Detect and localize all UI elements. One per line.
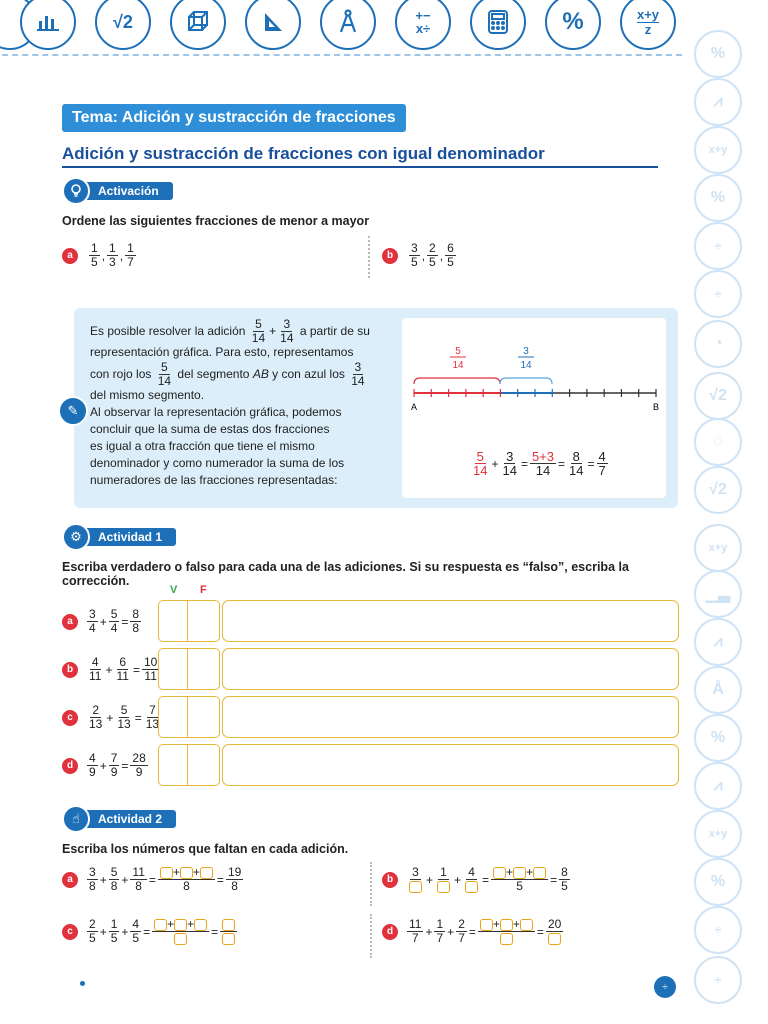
algebra-icon-bottom: z [644, 21, 652, 37]
compass-icon [320, 0, 376, 50]
blue-den: 14 [520, 360, 532, 371]
fraction-list-a: $\frac{1}{5}$ , $\frac{1}{3}$ , $\frac{1}{7}$ [91, 241, 134, 269]
actividad1-label: Actividad 1 [84, 528, 176, 546]
page-subtitle: Adición y sustracción de fracciones con igual denominador [62, 144, 658, 168]
percent-icon: % [694, 714, 742, 762]
false-header: F [200, 584, 207, 596]
operations-icon [395, 0, 451, 50]
operations-icon-top: +− [415, 8, 431, 23]
answer-box[interactable] [548, 933, 561, 945]
point-a-label: A [410, 402, 418, 412]
result-equation: $\frac{5}{14}$ + $\frac{3}{14}$ = $\frac{5+3}{14}$ = $\frac{8}{14}$ = $\frac{4}{7}$ [473, 449, 606, 478]
correction-box[interactable] [222, 744, 679, 786]
correction-box[interactable] [222, 696, 679, 738]
text-line: numeradores de las fracciones representadas: [90, 473, 338, 487]
percent-icon: % [545, 0, 601, 50]
true-false-box[interactable] [158, 744, 220, 786]
footer-dot [80, 981, 85, 986]
algebra-icon-top: x+y [636, 6, 660, 22]
text-line: representación gráfica. Para esto, representamos [90, 345, 354, 359]
actividad2-instruction: Escriba los números que faltan en cada adición. [62, 842, 349, 856]
blue-num: 3 [523, 346, 529, 357]
algebra-icon: x+y [694, 810, 742, 858]
column-divider [370, 862, 372, 906]
answer-numerator[interactable]: + + [491, 866, 548, 880]
actividad1-item: c $\frac{2}{13}$ + $\frac{5}{13}$ = $\frac{7}{13}$ [62, 704, 162, 731]
line-chart-icon: ⩘ [694, 78, 742, 126]
item-label-d: d [382, 924, 398, 940]
answer-box[interactable] [174, 933, 187, 945]
algebra-icon [620, 0, 676, 50]
item-label: a [62, 614, 78, 630]
text-line: a partir de su [299, 323, 370, 338]
item-label: d [62, 758, 78, 774]
fraction-list-b: $\frac{3}{5}$ , $\frac{2}{5}$ , $\frac{6}{5}$ [411, 241, 454, 269]
square-root-icon: √2 [95, 0, 151, 50]
square-root-icon: √2 [694, 372, 742, 420]
text-line: del segmento [177, 366, 250, 381]
actividad1-badge [62, 528, 176, 546]
activacion-item-a [62, 242, 137, 269]
answer-box[interactable] [437, 881, 450, 893]
item-label-b: b [382, 872, 398, 888]
item-label-a: a [62, 248, 78, 264]
text-line: del mismo segmento. [90, 388, 205, 402]
item-label: b [62, 662, 78, 678]
column-divider [370, 914, 372, 958]
operations-icon: ÷ [694, 906, 742, 954]
correction-box[interactable] [222, 600, 679, 642]
true-header: V [170, 584, 178, 596]
line-chart-icon: ⩘ [694, 762, 742, 810]
bar-chart-icon: ▁▃ [694, 570, 742, 618]
actividad1-item: b $\frac{4}{11}$ + $\frac{6}{11}$ = $\frac{10}{11}$ [62, 656, 160, 683]
actividad1-instruction: Escriba verdadero o falso para cada una de las adiciones. Si su respuesta es “falso”, escriba la corrección. [62, 560, 629, 588]
actividad2-item-c: c $\frac{2}{5}$ + $\frac{1}{5}$ + $\frac{4}{5}$ = + + = [62, 918, 238, 945]
hand-icon: ☝ [62, 805, 90, 833]
pie-chart-icon: ◔ [694, 320, 742, 368]
blue-brace [500, 378, 552, 384]
set-square-icon [245, 0, 301, 50]
true-false-box[interactable] [158, 696, 220, 738]
activacion-badge [62, 182, 173, 200]
text-line: con rojo los [90, 366, 152, 381]
true-false-box[interactable] [158, 600, 220, 642]
column-divider [368, 236, 370, 278]
percent-icon: % [694, 30, 742, 78]
calculator-icon [470, 0, 526, 50]
percent-icon: % [694, 174, 742, 222]
text-line: Es posible resolver la adición [90, 323, 246, 338]
algebra-icon: x+y [694, 524, 742, 572]
text-line: es igual a otra fracción que tiene el mismo [90, 439, 315, 453]
side-decoration [690, 0, 768, 1024]
true-false-box[interactable] [158, 648, 220, 690]
activacion-instruction: Ordene las siguientes fracciones de menor a mayor [62, 214, 370, 228]
red-fraction-label [450, 346, 466, 371]
header-icon-bar [0, 0, 702, 62]
actividad2-item-a: a $\frac{3}{8}$ + $\frac{5}{8}$ + $\frac{11}{8}$ = $\frac{+ +}{8}$ = $\frac{19}{8}$ [62, 866, 244, 893]
text-line: Al observar la representación gráfica, podemos [90, 405, 342, 419]
operations-icon: ÷ [694, 956, 742, 1004]
item-label-c: c [62, 924, 78, 940]
item-label: c [62, 710, 78, 726]
actividad1-item: a $\frac{3}{4}$ + $\frac{5}{4}$ = $\frac{8}{8}$ [62, 608, 142, 635]
actividad1-item: d $\frac{4}{9}$ + $\frac{7}{9}$ = $\frac{28}{9}$ [62, 752, 149, 779]
answer-box[interactable] [222, 933, 235, 945]
bar-chart-icon [20, 0, 76, 50]
activacion-label: Activación [84, 182, 173, 200]
answer-box[interactable] [222, 919, 235, 931]
gear-icon: ⚙ [62, 523, 90, 551]
cube-icon [170, 0, 226, 50]
item-label-a: a [62, 872, 78, 888]
compass-icon: Å [694, 666, 742, 714]
point-b-label: B [652, 402, 660, 412]
red-num: 5 [455, 346, 461, 357]
percent-icon: % [694, 858, 742, 906]
explanation-text: Es posible resolver la adición $\frac{5}{14}$ + $\frac{3}{14}$ a partir de su representación gráfica. Para esto, representamos con rojo los $\frac{5}{14}$ del segmento AB y con azul los $\frac{3}{14}$ del mismo segmento. Al observar la representación gráfica, podemos concluir que la suma de estas dos fracciones es igual a otra fracción que tiene el mismo denominador y como numerador la suma de los numeradores de las fracciones representadas: [90, 318, 400, 489]
red-den: 14 [452, 360, 464, 371]
text-line: concluir que la suma de estas dos fracciones [90, 422, 330, 436]
algebra-icon: x+y [694, 126, 742, 174]
actividad2-item-d: d $\frac{11}{7}$ + $\frac{1}{7}$ + $\frac{2}{7}$ = + + = 20 [382, 918, 564, 945]
actividad2-label: Actividad 2 [84, 810, 176, 828]
actividad2-item-b: b 3 + 1 + 4 = $\frac{+ +}{5}$ = $\frac{8}{5}$ [382, 866, 571, 893]
item-label-b: b [382, 248, 398, 264]
blue-fraction-label [518, 346, 534, 371]
line-chart-icon: ⩘ [694, 618, 742, 666]
text-line: denominador y como numerador la suma de los [90, 456, 345, 470]
header-dashed-line [0, 54, 682, 56]
answer-numerator[interactable]: + + [478, 918, 535, 932]
donut-icon: ◌ [694, 418, 742, 466]
activacion-item-b [382, 242, 457, 269]
pencil-icon: ✎ [58, 396, 88, 426]
answer-box[interactable] [409, 881, 422, 893]
operations-icon: ÷ [694, 270, 742, 318]
square-root-icon: √2 [694, 466, 742, 514]
operations-icon: ÷ [654, 976, 676, 998]
answer-numerator[interactable]: + + [158, 866, 215, 880]
graph-panel [402, 318, 666, 498]
topic-title: Tema: Adición y sustracción de fracciones [62, 104, 406, 132]
answer-box[interactable] [465, 881, 478, 893]
answer-numerator[interactable]: + + [152, 918, 209, 932]
red-brace [414, 378, 500, 384]
operations-icon-bottom: x÷ [415, 21, 431, 36]
explanation-box [74, 308, 678, 508]
lightbulb-icon [62, 177, 90, 205]
operations-icon: ÷ [694, 222, 742, 270]
actividad2-badge [62, 810, 176, 828]
segment-name: AB [252, 366, 269, 381]
correction-box[interactable] [222, 648, 679, 690]
text-line: y con azul los [272, 366, 345, 381]
answer-box[interactable] [500, 933, 513, 945]
